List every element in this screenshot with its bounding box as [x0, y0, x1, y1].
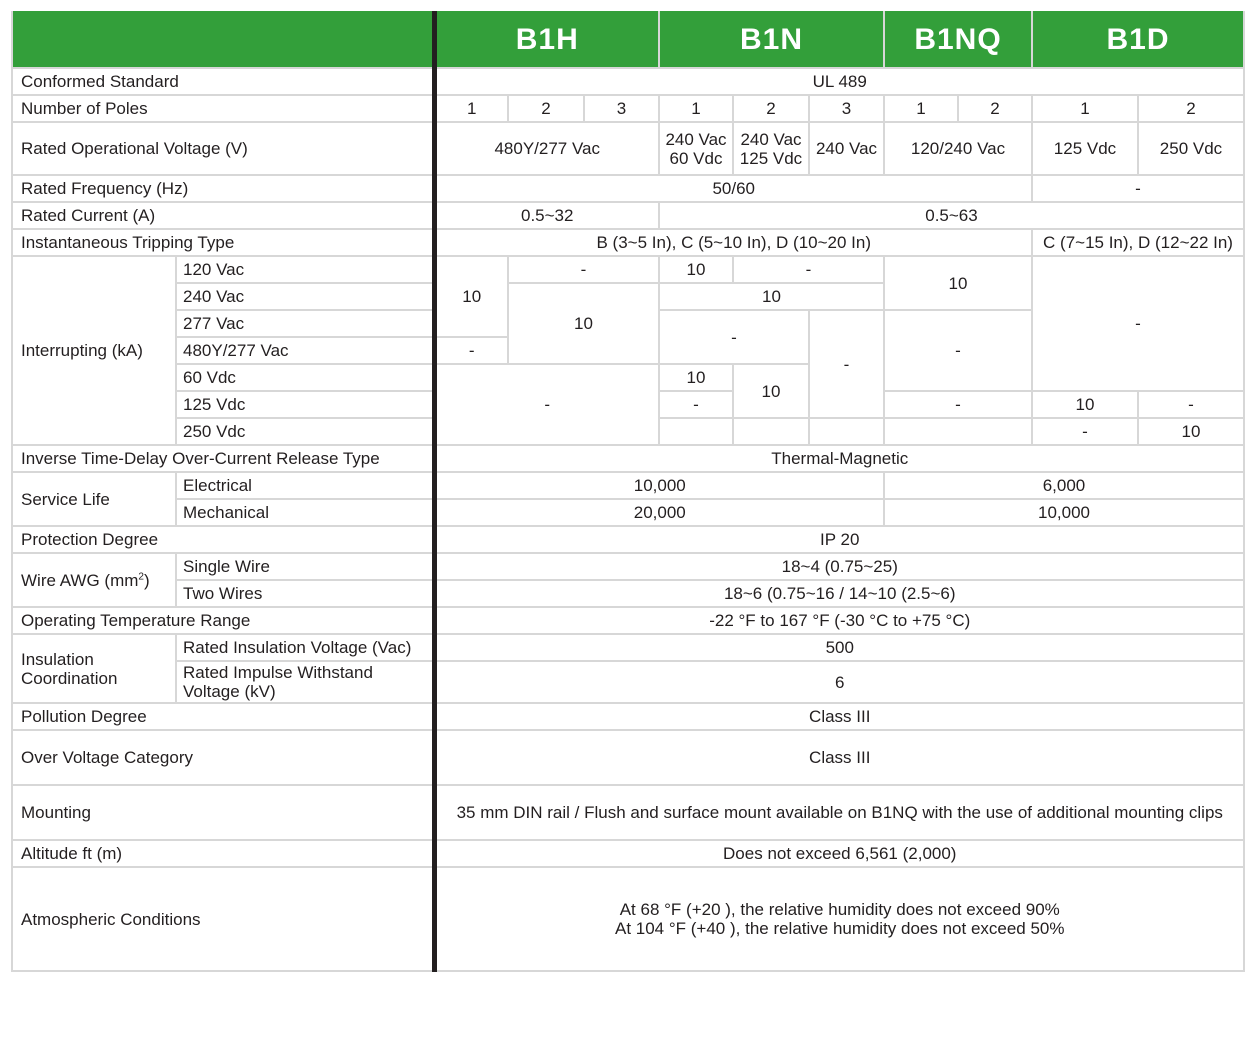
row-frequency	[12, 175, 1244, 202]
poles-b1n-3: 3	[809, 95, 884, 122]
row-service-mechanical	[12, 499, 1244, 526]
value-overvoltage: Class III	[434, 730, 1244, 785]
label-poles: Number of Poles	[12, 95, 434, 122]
label-temperature: Operating Temperature Range	[12, 607, 434, 634]
row-current	[12, 202, 1244, 229]
label-wire-end: )	[143, 570, 150, 590]
label-wire-text: Wire AWG (mm	[21, 570, 139, 590]
poles-b1n-2: 2	[733, 95, 809, 122]
value-impulse: 6	[434, 661, 1244, 703]
label-protection: Protection Degree	[12, 526, 434, 553]
row-release	[12, 445, 1244, 472]
header-b1h: B1H	[434, 11, 659, 68]
label-standard: Conformed Standard	[12, 68, 434, 95]
int-b1h-1-ac: 10	[434, 256, 508, 337]
label-electrical: Electrical	[176, 472, 434, 499]
frequency-ac: 50/60	[434, 175, 1032, 202]
label-two-wires: Two Wires	[176, 580, 434, 607]
label-pollution: Pollution Degree	[12, 703, 434, 730]
int-sub-480: 480Y/277 Vac	[176, 337, 434, 364]
int-b1d-2-125: -	[1138, 391, 1244, 418]
frequency-dc: -	[1032, 175, 1244, 202]
current-b1h: 0.5~32	[434, 202, 659, 229]
voltage-b1n-2	[733, 122, 809, 175]
voltage-b1d-1: 125 Vdc	[1032, 122, 1138, 175]
row-int-120	[12, 256, 1244, 283]
tripping-ac: B (3~5 In), C (5~10 In), D (10~20 In)	[434, 229, 1032, 256]
int-b1n-1-60: 10	[659, 364, 733, 391]
int-sub-277: 277 Vac	[176, 310, 434, 337]
header-b1n: B1N	[659, 11, 884, 68]
electrical-b: 6,000	[884, 472, 1244, 499]
row-altitude	[12, 840, 1244, 867]
tripping-dc: C (7~15 In), D (12~22 In)	[1032, 229, 1244, 256]
int-b1n-2-dc: 10	[733, 364, 809, 418]
voltage-b1n-3: 240 Vac	[809, 122, 884, 175]
row-standard	[12, 68, 1244, 95]
int-b1n-23-120: -	[733, 256, 884, 283]
label-wire-sup: 2	[138, 570, 144, 582]
value-mounting: 35 mm DIN rail / Flush and surface mount available on B1NQ with the use of additional mounting clips	[434, 785, 1244, 840]
int-sub-60: 60 Vdc	[176, 364, 434, 391]
int-sub-240: 240 Vac	[176, 283, 434, 310]
header-blank	[12, 11, 434, 68]
value-atmospheric	[434, 867, 1244, 971]
header-b1d: B1D	[1032, 11, 1244, 68]
int-b1n-1-120: 10	[659, 256, 733, 283]
poles-b1nq-1: 1	[884, 95, 958, 122]
row-mounting	[12, 785, 1244, 840]
label-wire	[12, 553, 176, 607]
int-b1n-2-250	[733, 418, 809, 445]
label-altitude: Altitude ft (m)	[12, 840, 434, 867]
label-insulation: Insulation Coordination	[12, 634, 176, 703]
label-impulse: Rated Impulse Withstand Voltage (kV)	[176, 661, 434, 703]
label-interrupting: Interrupting (kA)	[12, 256, 176, 445]
value-temperature: -22 °F to 167 °F (-30 °C to +75 °C)	[434, 607, 1244, 634]
poles-b1h-3: 3	[584, 95, 659, 122]
label-release: Inverse Time-Delay Over-Current Release Type	[12, 445, 434, 472]
atmospheric-line-2: At 104 °F (+40 ), the relative humidity does not exceed 50%	[614, 919, 1065, 938]
header-b1nq: B1NQ	[884, 11, 1032, 68]
int-b1n-240: 10	[659, 283, 884, 310]
mechanical-a: 20,000	[434, 499, 884, 526]
poles-b1n-1: 1	[659, 95, 733, 122]
poles-b1h-1: 1	[434, 95, 508, 122]
value-two-wires: 18~6 (0.75~16 / 14~10 (2.5~6)	[434, 580, 1244, 607]
int-b1nq-277: -	[884, 310, 1032, 391]
row-service-electrical	[12, 472, 1244, 499]
value-insulation-voltage: 500	[434, 634, 1244, 661]
label-mounting: Mounting	[12, 785, 434, 840]
atmospheric-line-1: At 68 °F (+20 ), the relative humidity does not exceed 90%	[619, 900, 1060, 919]
spec-table	[11, 11, 1245, 972]
poles-b1d-1: 1	[1032, 95, 1138, 122]
value-pollution: Class III	[434, 703, 1244, 730]
int-sub-250: 250 Vdc	[176, 418, 434, 445]
voltage-b1d-2: 250 Vdc	[1138, 122, 1244, 175]
int-b1d-2-250: 10	[1138, 418, 1244, 445]
voltage-b1n-1-dc: 60 Vdc	[669, 148, 723, 168]
label-current: Rated Current (A)	[12, 202, 434, 229]
row-poles	[12, 95, 1244, 122]
label-mechanical: Mechanical	[176, 499, 434, 526]
int-b1n-3-277: -	[809, 310, 884, 418]
label-voltage: Rated Operational Voltage (V)	[12, 122, 434, 175]
poles-b1d-2: 2	[1138, 95, 1244, 122]
label-insulation-voltage: Rated Insulation Voltage (Vac)	[176, 634, 434, 661]
value-altitude: Does not exceed 6,561 (2,000)	[434, 840, 1244, 867]
int-b1n-12-277: -	[659, 310, 809, 364]
int-b1d-1-125: 10	[1032, 391, 1138, 418]
int-b1n-1-250	[659, 418, 733, 445]
int-sub-120: 120 Vac	[176, 256, 434, 283]
row-wire-single	[12, 553, 1244, 580]
poles-b1h-2: 2	[508, 95, 584, 122]
voltage-b1nq: 120/240 Vac	[884, 122, 1032, 175]
mechanical-b: 10,000	[884, 499, 1244, 526]
int-sub-125: 125 Vdc	[176, 391, 434, 418]
int-b1n-3-250	[809, 418, 884, 445]
row-overvoltage	[12, 730, 1244, 785]
int-b1h-23-120: -	[508, 256, 659, 283]
row-insulation-voltage	[12, 634, 1244, 661]
int-b1h-dc: -	[434, 364, 659, 445]
poles-b1nq-2: 2	[958, 95, 1032, 122]
current-rest: 0.5~63	[659, 202, 1244, 229]
voltage-b1n-2-dc: 125 Vdc	[739, 148, 803, 168]
int-b1nq-125: -	[884, 391, 1032, 418]
row-wire-two	[12, 580, 1244, 607]
int-b1h-23-ac: 10	[508, 283, 659, 364]
label-tripping: Instantaneous Tripping Type	[12, 229, 434, 256]
row-protection	[12, 526, 1244, 553]
int-b1nq-ac: 10	[884, 256, 1032, 310]
label-service-life: Service Life	[12, 472, 176, 526]
int-b1nq-250	[884, 418, 1032, 445]
value-standard: UL 489	[434, 68, 1244, 95]
voltage-b1n-1	[659, 122, 733, 175]
row-insulation-impulse	[12, 661, 1244, 703]
row-pollution	[12, 703, 1244, 730]
value-release: Thermal-Magnetic	[434, 445, 1244, 472]
electrical-a: 10,000	[434, 472, 884, 499]
int-b1n-1-125: -	[659, 391, 733, 418]
row-voltage	[12, 122, 1244, 175]
int-b1h-1-480: -	[434, 337, 508, 364]
row-tripping	[12, 229, 1244, 256]
voltage-b1h: 480Y/277 Vac	[434, 122, 659, 175]
int-b1d-ac: -	[1032, 256, 1244, 391]
label-single-wire: Single Wire	[176, 553, 434, 580]
label-overvoltage: Over Voltage Category	[12, 730, 434, 785]
voltage-b1n-2-ac: 240 Vac	[740, 129, 802, 149]
value-protection: IP 20	[434, 526, 1244, 553]
label-atmospheric: Atmospheric Conditions	[12, 867, 434, 971]
row-temperature	[12, 607, 1244, 634]
header-row	[12, 11, 1244, 68]
int-b1d-1-250: -	[1032, 418, 1138, 445]
value-single-wire: 18~4 (0.75~25)	[434, 553, 1244, 580]
label-frequency: Rated Frequency (Hz)	[12, 175, 434, 202]
voltage-b1n-1-ac: 240 Vac	[665, 129, 727, 149]
row-atmospheric	[12, 867, 1244, 971]
